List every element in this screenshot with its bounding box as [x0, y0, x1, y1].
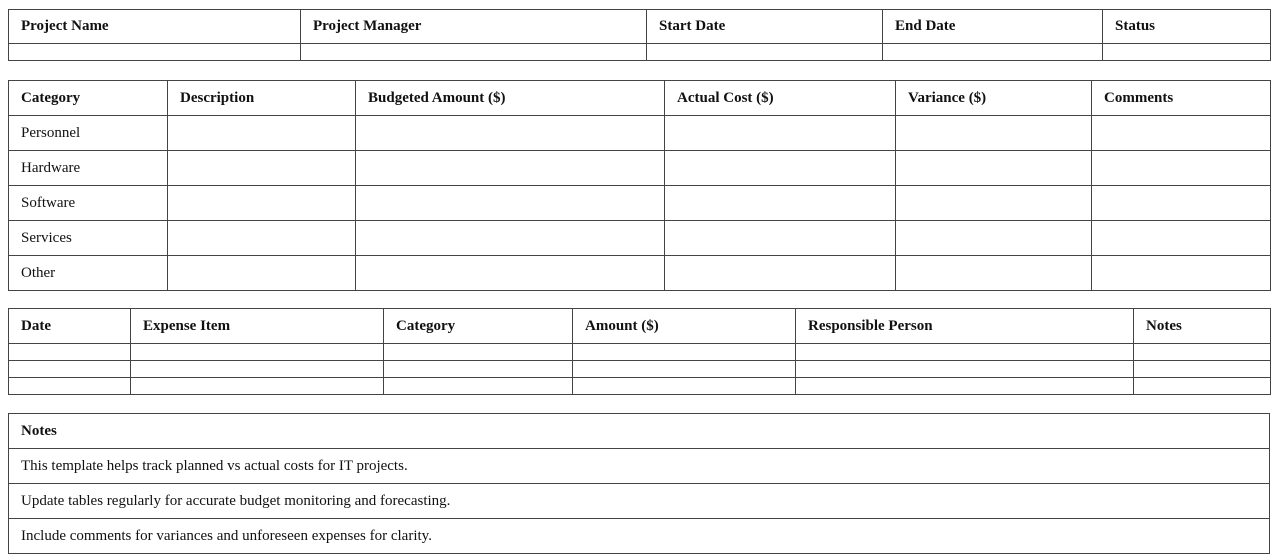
responsible-person-cell[interactable]: [796, 361, 1134, 378]
header-category: Category: [9, 81, 168, 116]
actual-cell[interactable]: [665, 116, 896, 151]
responsible-person-cell[interactable]: [796, 378, 1134, 395]
category-cell[interactable]: [384, 378, 573, 395]
expense-item-cell[interactable]: [131, 378, 384, 395]
variance-cell[interactable]: [896, 151, 1092, 186]
project-info-header-row: [9, 10, 1271, 44]
amount-cell[interactable]: [573, 361, 796, 378]
comments-cell[interactable]: [1092, 256, 1271, 291]
expense-log-table: [8, 308, 1271, 395]
budgeted-cell[interactable]: [356, 116, 665, 151]
variance-cell[interactable]: [896, 186, 1092, 221]
note-item: This template helps track planned vs actual costs for IT projects.: [9, 449, 1270, 484]
status-cell[interactable]: [1103, 44, 1271, 61]
category-cell[interactable]: [384, 361, 573, 378]
comments-cell[interactable]: [1092, 221, 1271, 256]
header-end-date: End Date: [883, 10, 1103, 44]
expense-item-cell[interactable]: [131, 361, 384, 378]
notes-cell[interactable]: [1134, 361, 1271, 378]
comments-cell[interactable]: [1092, 151, 1271, 186]
amount-cell[interactable]: [573, 344, 796, 361]
budget-table: [8, 80, 1271, 291]
table-row: [9, 361, 1271, 378]
date-cell[interactable]: [9, 344, 131, 361]
variance-cell[interactable]: [896, 256, 1092, 291]
project-info-table: [8, 9, 1271, 61]
header-status: Status: [1103, 10, 1271, 44]
amount-cell[interactable]: [573, 378, 796, 395]
variance-cell[interactable]: [896, 116, 1092, 151]
project-manager-cell[interactable]: [301, 44, 647, 61]
notes-cell[interactable]: [1134, 378, 1271, 395]
budget-header-row: [9, 81, 1271, 116]
table-row: [9, 519, 1270, 554]
note-item: Update tables regularly for accurate budget monitoring and forecasting.: [9, 484, 1270, 519]
responsible-person-cell[interactable]: [796, 344, 1134, 361]
comments-cell[interactable]: [1092, 116, 1271, 151]
table-row: [9, 221, 1271, 256]
table-row: [9, 151, 1271, 186]
header-notes: Notes: [1134, 309, 1271, 344]
table-row: [9, 186, 1271, 221]
category-cell: Hardware: [9, 151, 168, 186]
table-row: [9, 44, 1271, 61]
category-cell: Software: [9, 186, 168, 221]
budgeted-cell[interactable]: [356, 221, 665, 256]
table-row: [9, 344, 1271, 361]
actual-cell[interactable]: [665, 256, 896, 291]
description-cell[interactable]: [168, 151, 356, 186]
header-budgeted-amount: Budgeted Amount ($): [356, 81, 665, 116]
description-cell[interactable]: [168, 186, 356, 221]
header-expense-item: Expense Item: [131, 309, 384, 344]
budgeted-cell[interactable]: [356, 186, 665, 221]
category-cell: Personnel: [9, 116, 168, 151]
start-date-cell[interactable]: [647, 44, 883, 61]
notes-header: Notes: [9, 414, 1270, 449]
budgeted-cell[interactable]: [356, 256, 665, 291]
table-row: [9, 484, 1270, 519]
note-item: Include comments for variances and unforeseen expenses for clarity.: [9, 519, 1270, 554]
header-date: Date: [9, 309, 131, 344]
header-responsible-person: Responsible Person: [796, 309, 1134, 344]
actual-cell[interactable]: [665, 151, 896, 186]
date-cell[interactable]: [9, 361, 131, 378]
header-description: Description: [168, 81, 356, 116]
category-cell[interactable]: [384, 344, 573, 361]
variance-cell[interactable]: [896, 221, 1092, 256]
header-variance: Variance ($): [896, 81, 1092, 116]
table-row: [9, 378, 1271, 395]
header-actual-cost: Actual Cost ($): [665, 81, 896, 116]
header-comments: Comments: [1092, 81, 1271, 116]
project-name-cell[interactable]: [9, 44, 301, 61]
header-category: Category: [384, 309, 573, 344]
description-cell[interactable]: [168, 116, 356, 151]
actual-cell[interactable]: [665, 221, 896, 256]
header-start-date: Start Date: [647, 10, 883, 44]
table-row: [9, 116, 1271, 151]
header-amount: Amount ($): [573, 309, 796, 344]
description-cell[interactable]: [168, 221, 356, 256]
actual-cell[interactable]: [665, 186, 896, 221]
notes-cell[interactable]: [1134, 344, 1271, 361]
notes-header-row: [9, 414, 1270, 449]
expense-header-row: [9, 309, 1271, 344]
expense-item-cell[interactable]: [131, 344, 384, 361]
description-cell[interactable]: [168, 256, 356, 291]
comments-cell[interactable]: [1092, 186, 1271, 221]
category-cell: Services: [9, 221, 168, 256]
notes-table: [8, 413, 1270, 554]
category-cell: Other: [9, 256, 168, 291]
date-cell[interactable]: [9, 378, 131, 395]
table-row: [9, 256, 1271, 291]
budgeted-cell[interactable]: [356, 151, 665, 186]
end-date-cell[interactable]: [883, 44, 1103, 61]
table-row: [9, 449, 1270, 484]
header-project-manager: Project Manager: [301, 10, 647, 44]
header-project-name: Project Name: [9, 10, 301, 44]
